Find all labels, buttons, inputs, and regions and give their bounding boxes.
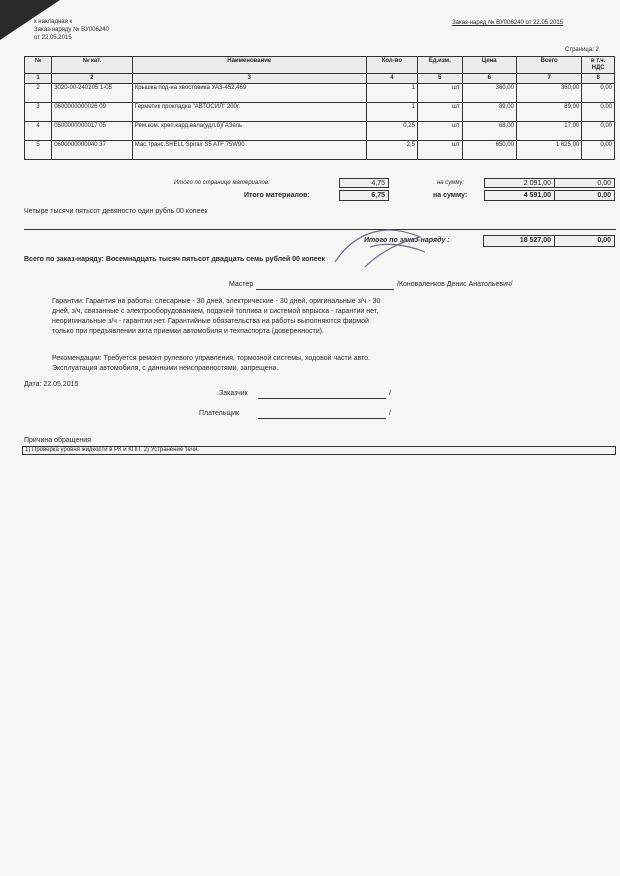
row-price: 360,00 [462, 84, 516, 103]
table-row [25, 141, 615, 160]
order-total-vat: 0,00 [554, 235, 615, 247]
col-number: 8 [582, 74, 615, 84]
row-name: Мас.транс.SHELL Spirax S5 ATF 75W90 [132, 141, 366, 160]
order-total-sum: 18 527,00 [483, 235, 555, 247]
col-number: 4 [366, 74, 417, 84]
reason-title: Причина обращения [24, 437, 91, 444]
table-row [25, 103, 615, 122]
row-unit: шт [417, 103, 462, 122]
materials-total-sum-label: на сумму: [433, 192, 468, 199]
table-column-numbers-row [25, 74, 615, 84]
row-catalog: 0600000000040 37 [52, 141, 133, 160]
customer-label: Заказчик [219, 390, 248, 397]
master-label: Мастер [229, 281, 254, 288]
row-name: Крышка под-на хвостовика УАЗ-452,469 [132, 84, 366, 103]
guarantee-line-2: дней, з/ч, связанные с электрооборудованием, подачей топлива и системой впрыска - гарантии нет, [52, 308, 379, 315]
col-header-price: Цена [462, 57, 516, 74]
customer-slash: / [389, 390, 391, 397]
col-header-catalog: № кат. [52, 57, 133, 74]
payer-signature-line [258, 418, 386, 419]
col-number: 2 [52, 74, 133, 84]
payer-label: Плательщик [199, 410, 240, 417]
col-number: 3 [132, 74, 366, 84]
page-total-sum-label: на сумму: [437, 180, 465, 186]
materials-total-label: Итого материалов: [244, 192, 310, 199]
col-header-total: Всего [516, 57, 581, 74]
row-total: 17,00 [516, 122, 581, 141]
table-header-row [25, 57, 615, 74]
row-catalog: 0600000000026 09 [52, 103, 133, 122]
row-catalog: 3020-00-240205 1-05 [52, 84, 133, 103]
row-price: 68,00 [462, 122, 516, 141]
page-total-qty: 4,75 [339, 178, 389, 188]
row-qty: 2,5 [366, 141, 417, 160]
guarantee-line-4: только при предъявлении акта приемки автомобиля и техпаспорта (доверенности). [52, 328, 324, 335]
order-total-label: Итого по заказ-наряду : [364, 237, 450, 244]
row-unit: шт [417, 122, 462, 141]
row-number: 5 [25, 141, 52, 160]
materials-total-words: Четыре тысячи пятьсот девяносто один рубль 00 копеек [24, 208, 208, 215]
header-order-title: Заказ-наряд № ВУ006240 от 22.05.2015 [452, 20, 564, 26]
col-number: 7 [516, 74, 581, 84]
row-number: 4 [25, 122, 52, 141]
page-total-sum: 2 091,00 [484, 178, 555, 188]
header-left-line2: Заказ-наряду № ВУ006240 [34, 27, 109, 33]
row-total: 89,00 [516, 103, 581, 122]
row-unit: шт [417, 141, 462, 160]
table-row [25, 84, 615, 103]
page-number: Страница: 2 [565, 47, 599, 53]
recommendations-line-1: Рекомендации: Требуется ремонт рулевого управления, тормозной системы, ходовой части авто. [52, 355, 371, 362]
row-catalog: 0500000000017 05 [52, 122, 133, 141]
guarantee-line-3: неоригинальные з/ч - гарантии нет. Гарантийные обязательства на работы выполняются фирмой [52, 318, 369, 325]
customer-signature-line [258, 398, 386, 399]
materials-total-sum: 4 591,00 [484, 190, 555, 201]
page-total-label: Итого по странице материалов: [174, 180, 270, 186]
row-total: 360,00 [516, 84, 581, 103]
reason-text: 1) Проверка уровня жидкости в РК и КПП. 2) Устранение течи. [22, 446, 616, 455]
materials-total-qty: 6,75 [339, 190, 389, 201]
col-header-number: № [25, 57, 52, 74]
row-price: 650,00 [462, 141, 516, 160]
row-price: 89,00 [462, 103, 516, 122]
recommendations-line-2: Эксплуатация автомобиля, с данными неисправностями, запрещена. [52, 365, 279, 372]
row-total: 1 625,00 [516, 141, 581, 160]
row-qty: 0,25 [366, 122, 417, 141]
row-vat: 0,00 [582, 103, 615, 122]
signature-scribble [325, 222, 445, 277]
row-vat: 0,00 [582, 122, 615, 141]
table-row [25, 122, 615, 141]
col-number: 1 [25, 74, 52, 84]
master-signature-line [256, 289, 394, 290]
divider [24, 229, 616, 230]
col-header-unit: Ед.изм. [417, 57, 462, 74]
col-number: 6 [462, 74, 516, 84]
row-name: Рем.ком. креп.кард.вала(удл.б)ГАЗель [132, 122, 366, 141]
row-vat: 0,00 [582, 141, 615, 160]
materials-table [24, 56, 615, 160]
row-qty: 1 [366, 84, 417, 103]
row-qty: 1 [366, 103, 417, 122]
row-vat: 0,00 [582, 84, 615, 103]
col-number: 5 [417, 74, 462, 84]
payer-slash: / [389, 410, 391, 417]
col-header-qty: Кол-во [366, 57, 417, 74]
header-left-line3: от 22.05.2015 [34, 35, 72, 41]
order-total-words: Всего по заказ-наряду: Восемнадцать тысяч пятьсот двадцать семь рублей 00 копеек [24, 256, 326, 263]
master-name: /Коноваленков Денис Анатольевич/ [397, 281, 513, 288]
row-name: Герметик прокладка "АВТОСИЛ" 200г. [132, 103, 366, 122]
row-unit: шт [417, 84, 462, 103]
row-number: 3 [25, 103, 52, 122]
col-header-name: Наименование [132, 57, 366, 74]
col-header-vat: в т.ч. НДС [582, 57, 615, 74]
guarantee-line-1: Гарантии: Гарантия на работы: слесарные - 30 дней, электрические - 30 дней, оригинальные з/ч - 30 [52, 298, 381, 305]
row-number: 2 [25, 84, 52, 103]
materials-total-vat: 0,00 [554, 190, 615, 201]
page-total-vat: 0,00 [554, 178, 615, 188]
header-left-line1: к накладная к [34, 19, 73, 25]
document-date: Дата: 22.05.2015 [24, 381, 79, 388]
